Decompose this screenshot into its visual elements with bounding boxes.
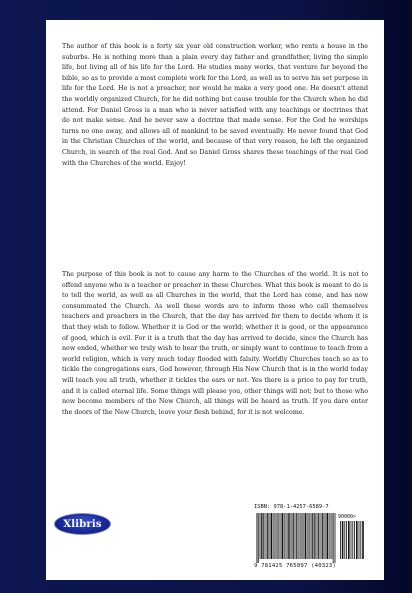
text-panel [46, 20, 384, 580]
addon-bar [351, 521, 352, 559]
isbn-barcode-block [254, 504, 364, 572]
barcode-bar [330, 513, 331, 559]
barcode-bar [305, 513, 306, 559]
barcode-bar [327, 513, 328, 559]
barcode-bar [275, 513, 276, 559]
barcode-bar [282, 513, 283, 559]
author-bio-paragraph: The author of this book is a forty six year old construction worker, who rents a house in the suburbs. He is nothing more than a plain every day father and grandfather, living the simple life, but living all of his life for the Lord. He studies many works, that venture far beyond the bible, so as to provide a most complete work for the Lord, as well as to serve his set purpose in life for the Lord. He is not a preacher, nor would he make a very good one. He doesn't attend the worldly organized Church, for he did nothing but cause trouble for the Church when he did attend. For Daniel Gross is a man who is never satisfied with any teachings or doctrines that do not make sense. And he never saw a doctrine that made sense. For the God he worships turns no one away, and allows all of mankind to be saved eventually. He never found that God in the Christian Churches of the world, and because of that very reason, he left the organized Church, in search of the real God. And so Daniel Gross shares these teachings of the real God with the Churches of the world. Enjoy! [62, 43, 368, 167]
addon-bar [359, 521, 360, 559]
addon-bar [348, 521, 350, 559]
barcode-bar [261, 513, 262, 559]
addon-bar [340, 521, 341, 559]
addon-bar [360, 521, 361, 559]
barcode-digits: 9 781425 765897 (40323) [254, 563, 337, 569]
barcode-bar [324, 513, 325, 559]
barcode-bar [268, 513, 269, 559]
addon-bar [356, 521, 358, 559]
barcode-bar [262, 513, 263, 559]
xlibris-logo-icon [54, 513, 111, 535]
barcode-bar [322, 513, 323, 559]
barcode-bar [267, 513, 268, 559]
book-purpose-paragraph: The purpose of this book is not to cause any harm to the Churches of the world. It is not to offend anyone who is a teacher or preacher in these Churches. What this book is meant to do is to tell the world, as well as all Churches in the world, that the Lord has come, and has now consummated the Church. As well these words are to inform those who call themselves teachers and preachers in the Church, that the day has arrived for them to decide whom it is that they wish to follow. Whether it is God or the world; whether it is good, or the appearance of good, which is evil. For it is a truth that the day has arrived to decide, since the Church has now ended, whether we truly wish to hear the truth, or simply want to continue to teach from a world religion, which is very much today flooded with falsity. Worldly Churches teach so as to tickle the congregations ears, God however, through His New Church that is in the world today will teach you all truth, whether it tickles the ears or not. Yes there is a price to pay for truth, and it is called eternal life. Some things will please you, other things will not; but to those who now become members of the New Church, all things will be heard as truth. If you dare enter the doors of the New Church, leave your flesh behind, for it is not welcome. [62, 271, 368, 416]
barcode-bar [296, 513, 297, 559]
barcode-bar [288, 513, 289, 559]
publisher-logo-text: Xlibris [63, 518, 102, 530]
barcode-bar [314, 513, 315, 559]
barcode-bar [318, 513, 319, 559]
isbn-label: ISBN: 978-1-4257-6589-7 [254, 504, 329, 510]
addon-bar [354, 521, 355, 559]
barcode-addon-digits: 90000> [338, 514, 357, 520]
barcode-bar [258, 513, 259, 563]
addon-bar [346, 521, 347, 559]
addon-bar [342, 521, 344, 559]
addon-bar [352, 521, 353, 559]
barcode-icon [254, 513, 364, 563]
barcode-bar [289, 513, 290, 559]
addon-bar [362, 521, 364, 559]
barcode-bar [271, 513, 272, 559]
barcode-bar [284, 513, 285, 559]
barcode-bar [293, 513, 294, 559]
barcode-bar [304, 513, 305, 559]
barcode-bar [312, 513, 313, 559]
barcode-bar [299, 513, 300, 559]
barcode-bar [278, 513, 279, 559]
barcode-bar [309, 513, 310, 559]
barcode-bar [333, 513, 334, 563]
addon-bar [344, 521, 345, 559]
